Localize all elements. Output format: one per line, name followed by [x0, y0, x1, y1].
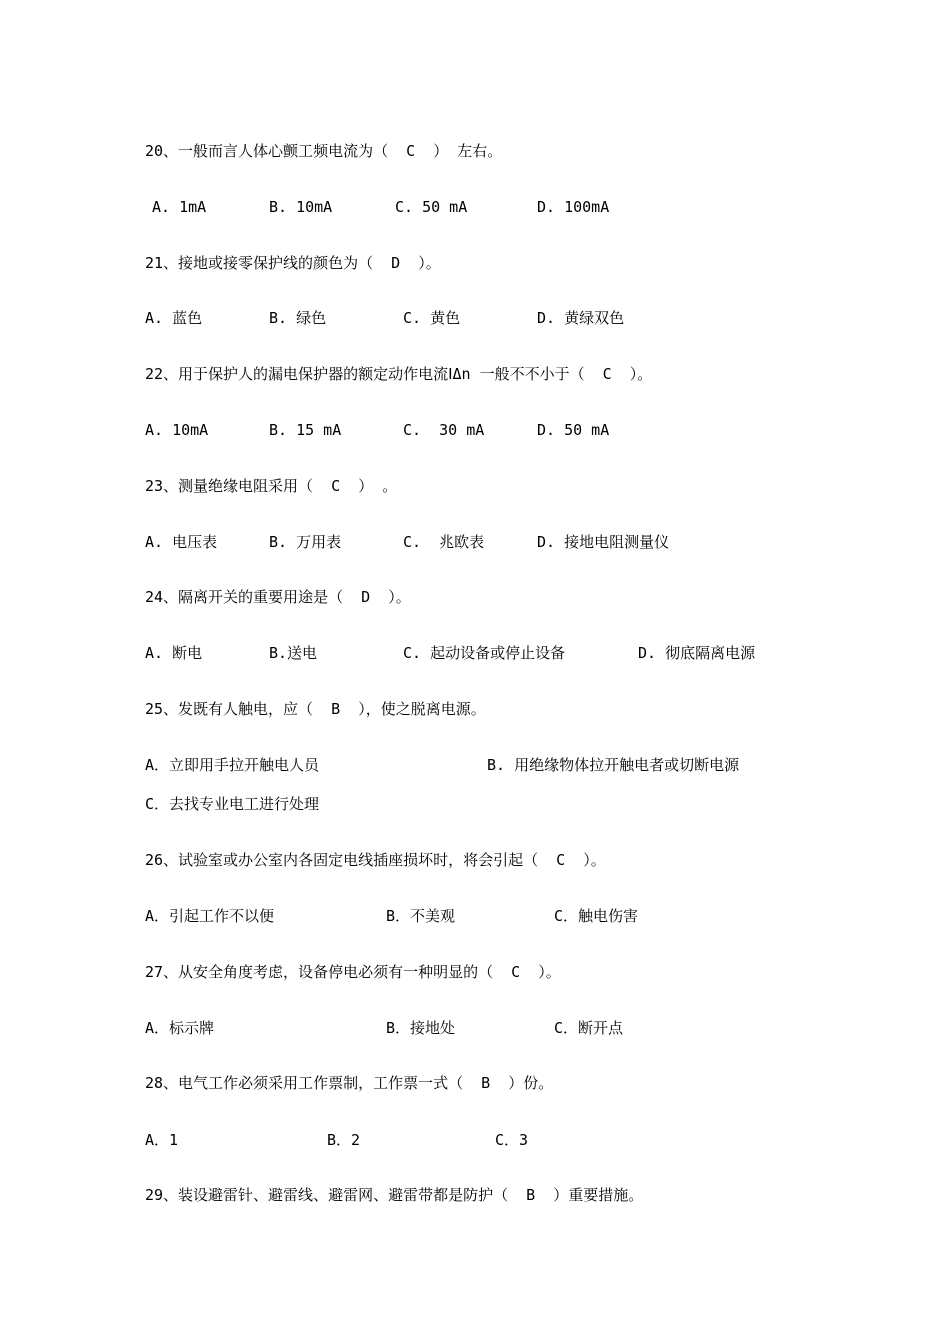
option-24-d: D. 彻底隔离电源	[638, 644, 756, 662]
option-26-a: A．引起工作不以便	[145, 907, 275, 925]
option-25-b: B. 用绝缘物体拉开触电者或切断电源	[487, 756, 740, 774]
option-25-a: A．立即用手拉开触电人员	[145, 756, 320, 774]
option-23-a: A. 电压表	[145, 533, 218, 551]
option-21-d: D. 黄绿双色	[537, 309, 625, 327]
option-23-b: B. 万用表	[269, 533, 342, 551]
option-23-d: D. 接地电阻测量仪	[537, 533, 670, 551]
option-20-a: A. 1mA	[152, 198, 207, 216]
option-20-b: B. 10mA	[269, 198, 333, 216]
option-22-b: B. 15 mA	[269, 421, 342, 439]
option-20-c: C. 50 mA	[395, 198, 468, 216]
question-24: 24、隔离开关的重要用途是（ D ）。	[145, 588, 411, 606]
option-24-c: C. 起动设备或停止设备	[403, 644, 566, 662]
option-24-b: B.送电	[269, 644, 318, 662]
option-24-a: A. 断电	[145, 644, 203, 662]
question-23: 23、测量绝缘电阻采用（ C ） 。	[145, 477, 398, 495]
question-27: 27、从安全角度考虑，设备停电必须有一种明显的（ C ）。	[145, 963, 561, 981]
question-28: 28、电气工作必须采用工作票制，工作票一式（ B ）份。	[145, 1074, 554, 1092]
option-28-a: A．1	[145, 1131, 179, 1149]
option-28-c: C．3	[495, 1131, 529, 1149]
option-22-d: D. 50 mA	[537, 421, 610, 439]
question-29: 29、装设避雷针、避雷线、避雷网、避雷带都是防护（ B ）重要措施。	[145, 1186, 644, 1204]
option-22-a: A. 10mA	[145, 421, 209, 439]
option-22-c: C. 30 mA	[403, 421, 485, 439]
option-27-c: C．断开点	[554, 1019, 624, 1037]
option-27-a: A．标示牌	[145, 1019, 215, 1037]
option-26-c: C．触电伤害	[554, 907, 639, 925]
option-23-c: C. 兆欧表	[403, 533, 485, 551]
question-20: 20、一般而言人体心颤工频电流为（ C ） 左右。	[145, 142, 503, 160]
question-21: 21、接地或接零保护线的颜色为（ D ）。	[145, 254, 441, 272]
question-25: 25、发既有人触电，应（ B ），使之脱离电源。	[145, 700, 486, 718]
option-27-b: B．接地处	[386, 1019, 456, 1037]
question-26: 26、试验室或办公室内各固定电线插座损坏时，将会引起（ C ）。	[145, 851, 606, 869]
option-20-d: D. 100mA	[537, 198, 610, 216]
option-21-c: C. 黄色	[403, 309, 461, 327]
option-25-c: C．去找专业电工进行处理	[145, 795, 320, 813]
option-28-b: B．2	[327, 1131, 361, 1149]
option-21-b: B. 绿色	[269, 309, 327, 327]
question-22: 22、用于保护人的漏电保护器的额定动作电流ⅠΔn 一般不不小于（ C ）。	[145, 365, 653, 383]
option-26-b: B．不美观	[386, 907, 456, 925]
option-21-a: A. 蓝色	[145, 309, 203, 327]
